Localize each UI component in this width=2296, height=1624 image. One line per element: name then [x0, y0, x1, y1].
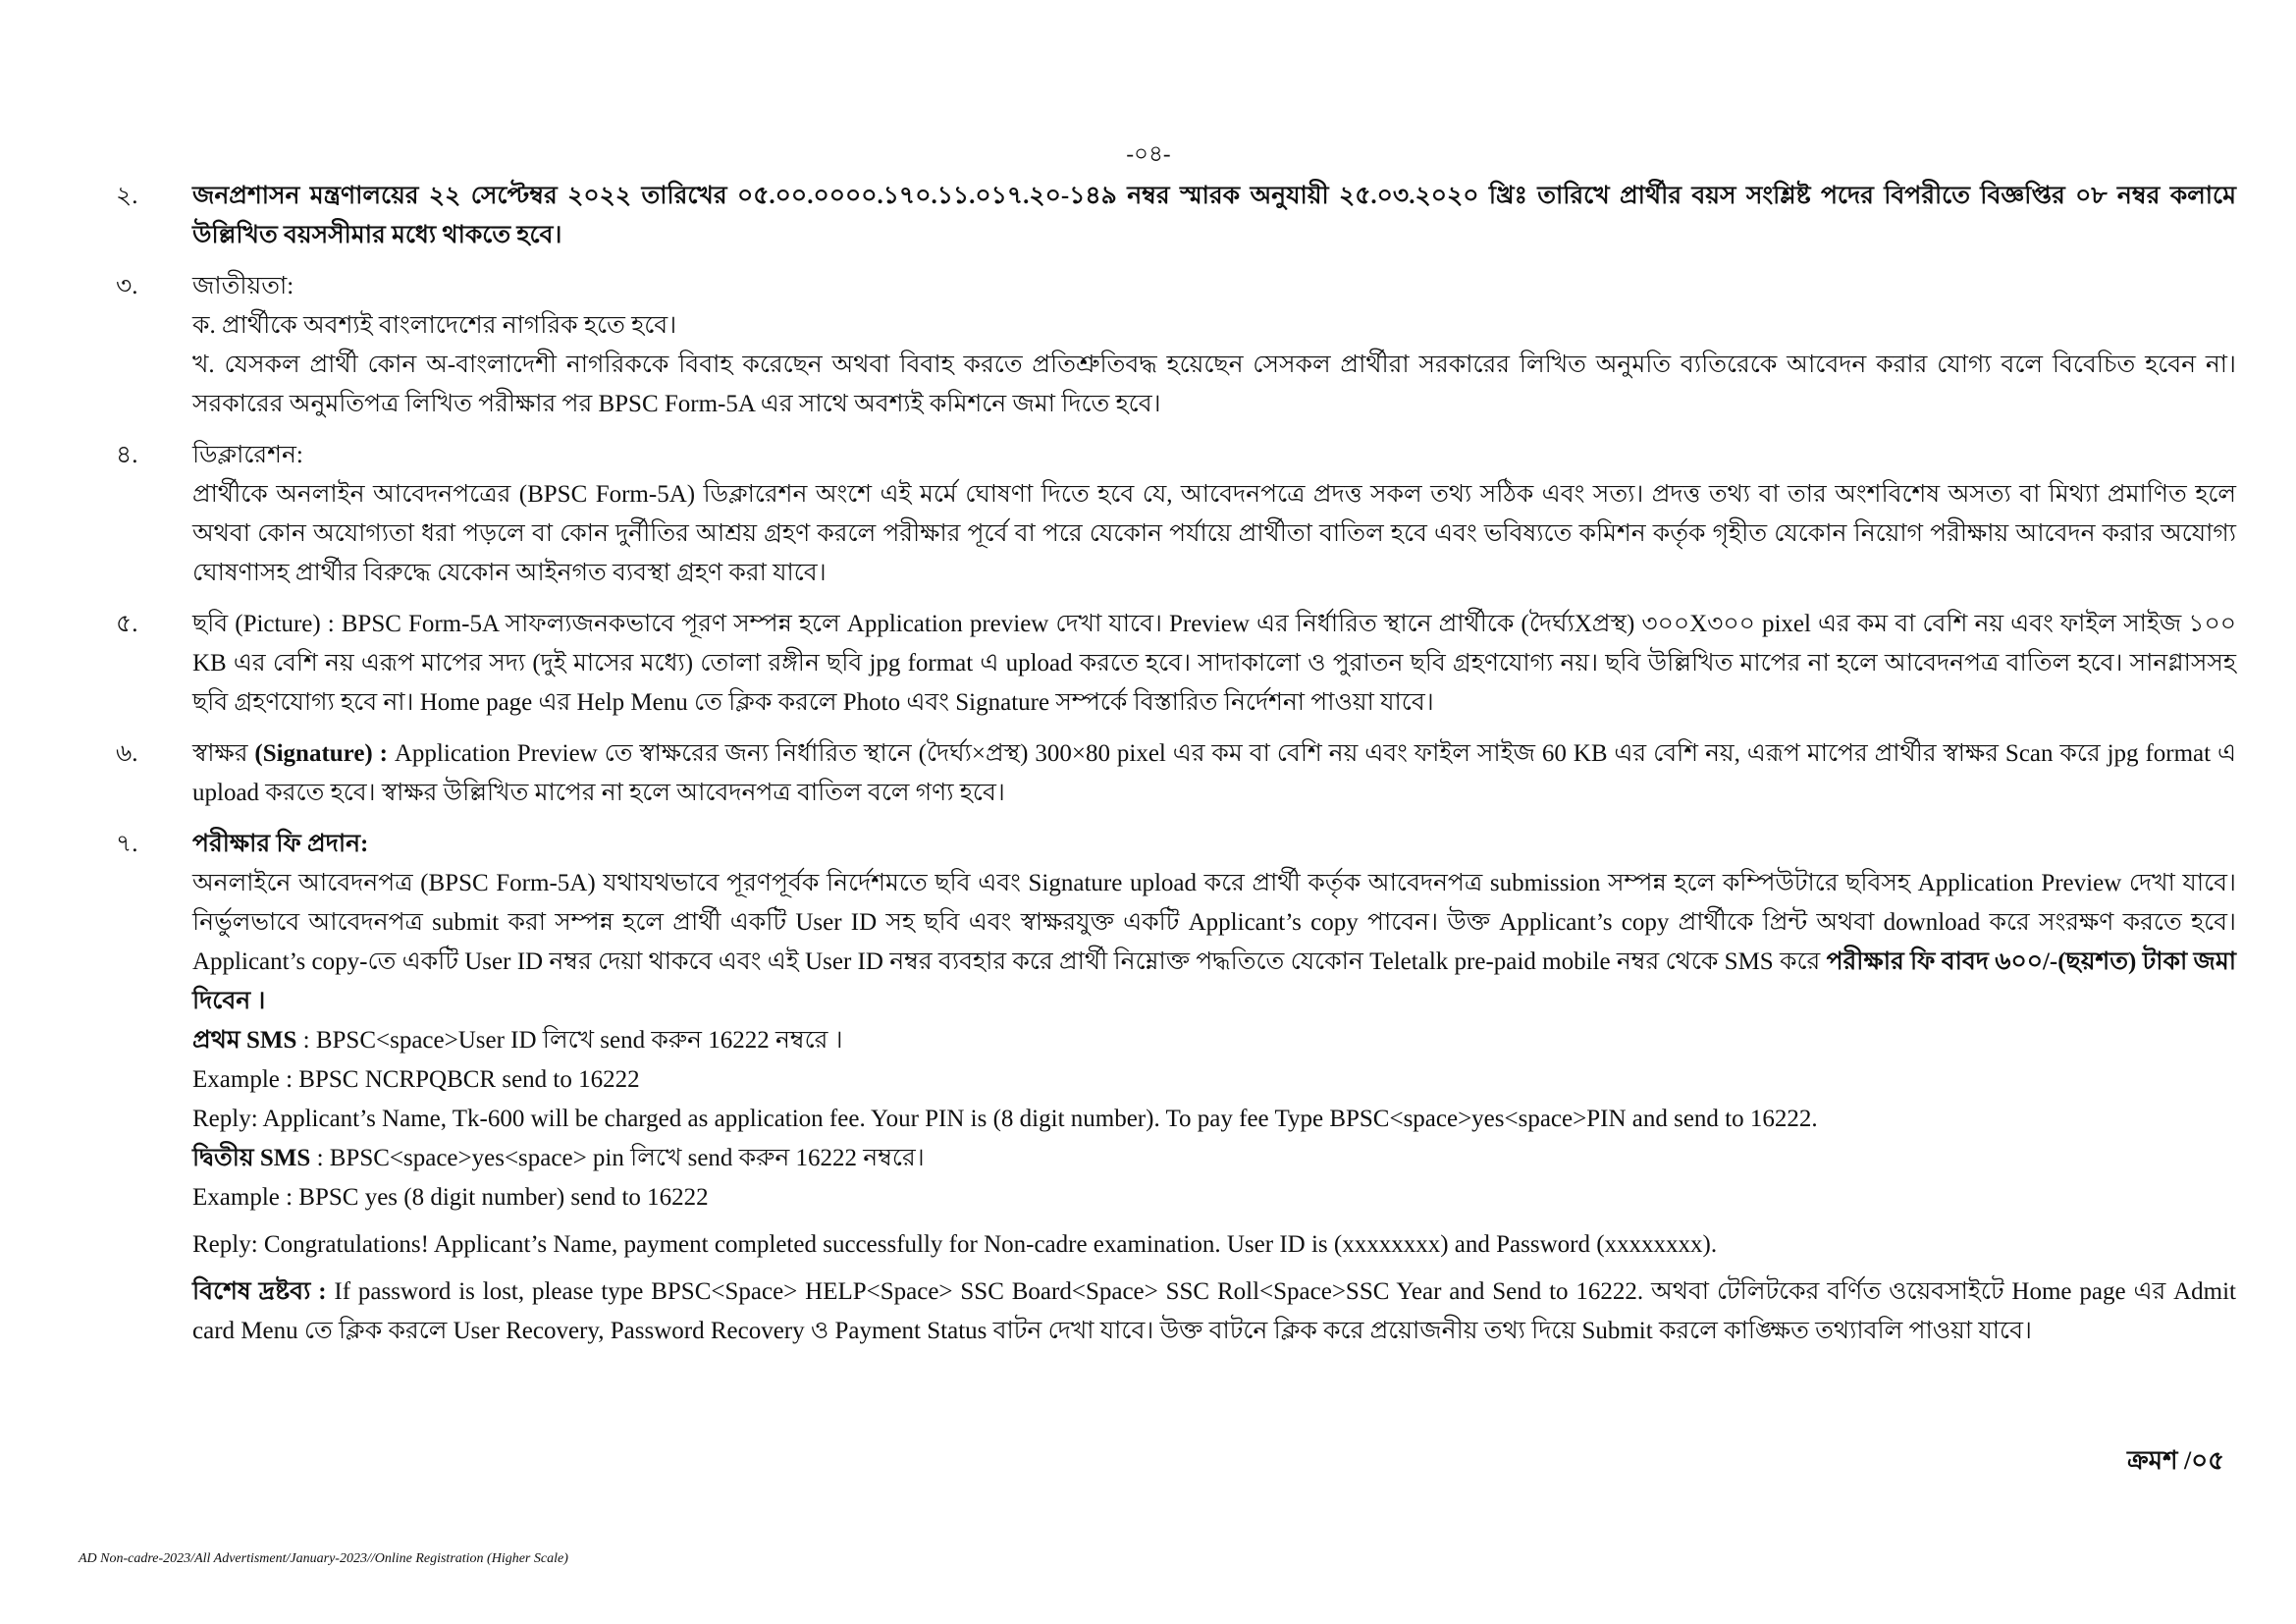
continued-marker: ক্রমশ /০৫: [2126, 1446, 2224, 1475]
item-text: প্রার্থীকে অনলাইন আবেদনপত্রের (BPSC Form-5A) ডিক্লারেশন অংশে এই মর্মে ঘোষণা দিতে হবে যে, আবেদনপত্রে প্রদত্ত সকল তথ্য সঠিক এবং সত্য। প্রদত্ত তথ্য বা তার অংশবিশেষ অসত্য বা মিথ্যা প্রমাণিত হলে অথবা কোন অযোগ্যতা ধরা পড়লে বা কোন দুর্নীতির আশ্রয় গ্রহণ করলে পরীক্ষার পূর্বে বা পরে যেকোন পর্যায়ে প্রার্থীতা বাতিল হবে এবং ভবিষ্যতে কমিশন কর্তৃক গৃহীত যেকোন নিয়োগ পরীক্ষায় আবেদন করার অযোগ্য ঘোষণাসহ প্রার্থীর বিরুদ্ধে যেকোন আইনগত ব্যবস্থা গ্রহণ করা যাবে।: [192, 481, 2236, 586]
item-number: ২.: [116, 183, 138, 209]
item-declaration: [116, 436, 2236, 593]
sms-example: Example : BPSC yes (8 digit number) send to 16222: [192, 1184, 709, 1211]
sms-reply: Reply: Applicant’s Name, Tk-600 will be charged as application fee. Your PIN is (8 digit number). To pay fee Type BPSC<space>yes<space>PIN and send to 16222.: [192, 1106, 1818, 1132]
item-heading: পরীক্ষার ফি প্রদান:: [192, 831, 369, 857]
item-heading: ডিক্লারেশন:: [192, 442, 303, 468]
note-text: If password is lost, please type BPSC<Space> HELP<Space> SSC Board<Space> SSC Roll<Space>SSC Year and Send to 16222. অথবা টেলিটকের বর্ণিত ওয়েবসাইটে Home page এর Admit card Menu তে ক্লিক করলে User Recovery, Password Recovery ও Payment Status বাটন দেখা যাবে। উক্ত বাটনে ক্লিক করে প্রয়োজনীয় তথ্য দিয়ে Submit করলে কাঙ্ক্ষিত তথ্যাবলি পাওয়া যাবে।: [192, 1278, 2236, 1344]
document-body: [116, 177, 2236, 1363]
item-exam-fee: [116, 825, 2236, 1351]
item-number: ৭.: [116, 831, 138, 857]
sms-instruction: : BPSC<space>yes<space> pin লিখে send করুন 16222 নম্বরে।: [310, 1145, 925, 1171]
item-nationality: [116, 267, 2236, 424]
item-number: ৬.: [116, 740, 138, 767]
item-heading: জাতীয়তা:: [192, 273, 294, 299]
item-text: জনপ্রশাসন মন্ত্রণালয়ের ২২ সেপ্টেম্বর ২০২২ তারিখের ০৫.০০.০০০০.১৭০.১১.০১৭.২০-১৪৯ নম্বর স্মারক অনুযায়ী ২৫.০৩.২০২০ খ্রিঃ তারিখে প্রার্থীর বয়স সংশ্লিষ্ট পদের বিপরীতে বিজ্ঞপ্তির ০৮ নম্বর কলামে উল্লিখিত বয়সসীমার মধ্যে থাকতে হবে।: [192, 183, 2236, 248]
sms-label: দ্বিতীয় SMS: [192, 1145, 311, 1171]
item-text: Application Preview তে স্বাক্ষরের জন্য নির্ধারিত স্থানে (দৈর্ঘ্য×প্রস্থ) 300×80 pixel এর কম বা বেশি নয় এবং ফাইল সাইজ 60 KB এর বেশি নয়, এরূপ মাপের প্রার্থীর স্বাক্ষর Scan করে jpg format এ upload করতে হবে। স্বাক্ষর উল্লিখিত মাপের না হলে আবেদনপত্র বাতিল বলে গণ্য হবে।: [192, 740, 2236, 806]
sms-example: Example : BPSC NCRPQBCR send to 16222: [192, 1066, 640, 1093]
item-number: ৫.: [116, 611, 138, 637]
note-label: বিশেষ দ্রষ্টব্য :: [192, 1278, 327, 1305]
item-text: ছবি (Picture) : BPSC Form-5A সাফল্যজনকভাবে পূরণ সম্পন্ন হলে Application preview দেখা যাবে। Preview এর নির্ধারিত স্থানে প্রার্থীকে (দৈর্ঘ্যXপ্রস্থ) ৩০০X৩০০ pixel এর কম বা বেশি নয় এবং ফাইল সাইজ ১০০ KB এর বেশি নয় এরূপ মাপের সদ্য (দুই মাসের মধ্যে) তোলা রঙ্গীন ছবি jpg format এ upload করতে হবে। সাদাকালো ও পুরাতন ছবি গ্রহণযোগ্য নয়। ছবি উল্লিখিত মাপের না হলে আবেদনপত্র বাতিল হবে। সানগ্লাসসহ ছবি গ্রহণযোগ্য হবে না। Home page এর Help Menu তে ক্লিক করলে Photo এবং Signature সম্পর্কে বিস্তারিত নির্দেশনা পাওয়া যাবে।: [192, 611, 2236, 716]
item-number: ৩.: [116, 273, 138, 299]
page-number: -০৪-: [1126, 141, 1171, 166]
item-text-bold: (Signature) :: [254, 740, 388, 767]
item-line: খ. যেসকল প্রার্থী কোন অ-বাংলাদেশী নাগরিককে বিবাহ করেছেন অথবা বিবাহ করতে প্রতিশ্রুতিবদ্ধ হয়েছেন সেসকল প্রার্থীরা সরকারের লিখিত অনুমতি ব্যতিরেকে আবেদন করার যোগ্য বলে বিবেচিত হবেন না। সরকারের অনুমতিপত্র লিখিত পরীক্ষার পর BPSC Form-5A এর সাথে অবশ্যই কমিশনে জমা দিতে হবে।: [192, 352, 2236, 417]
sms-label: প্রথম SMS: [192, 1027, 297, 1054]
item-number: ৪.: [116, 442, 138, 468]
item-picture: [116, 605, 2236, 723]
sms-reply: Reply: Congratulations! Applicant’s Name, payment completed successfully for Non-cadre examination. User ID is (xxxxxxxx) and Password (xxxxxxxx).: [192, 1231, 1718, 1258]
item-age: [116, 177, 2236, 255]
item-line: ক. প্রার্থীকে অবশ্যই বাংলাদেশের নাগরিক হতে হবে।: [192, 312, 677, 339]
item-text-bold: পরীক্ষার ফি বাবদ ৬০০/-(ছয়শত) টাকা জমা দিবেন ।: [192, 948, 2236, 1014]
sms-instruction: : BPSC<space>User ID লিখে send করুন 16222 নম্বরে ।: [296, 1027, 843, 1054]
footer-reference: AD Non-cadre-2023/All Advertisment/January-2023//Online Registration (Higher Scale): [79, 1551, 568, 1566]
item-signature: [116, 734, 2236, 813]
item-text: অনলাইনে আবেদনপত্র (BPSC Form-5A) যথাযথভাবে পূরণপূর্বক নির্দেশমতে ছবি এবং Signature upload করে প্রার্থী কর্তৃক আবেদনপত্র submission সম্পন্ন হলে কম্পিউটারে ছবিসহ Application Preview দেখা যাবে। নির্ভুলভাবে আবেদনপত্র submit করা সম্পন্ন হলে প্রার্থী একটি User ID সহ ছবি এবং স্বাক্ষরযুক্ত একটি Applicant’s copy পাবেন। উক্ত Applicant’s copy প্রার্থীকে প্রিন্ট অথবা download করে সংরক্ষণ করতে হবে। Applicant’s copy-তে একটি User ID নম্বর দেয়া থাকবে এবং এই User ID নম্বর ব্যবহার করে প্রার্থী নিম্নোক্ত পদ্ধতিতে যেকোন Teletalk pre-paid mobile নম্বর থেকে SMS করে: [192, 870, 2236, 975]
item-text-prefix: স্বাক্ষর: [192, 740, 255, 767]
